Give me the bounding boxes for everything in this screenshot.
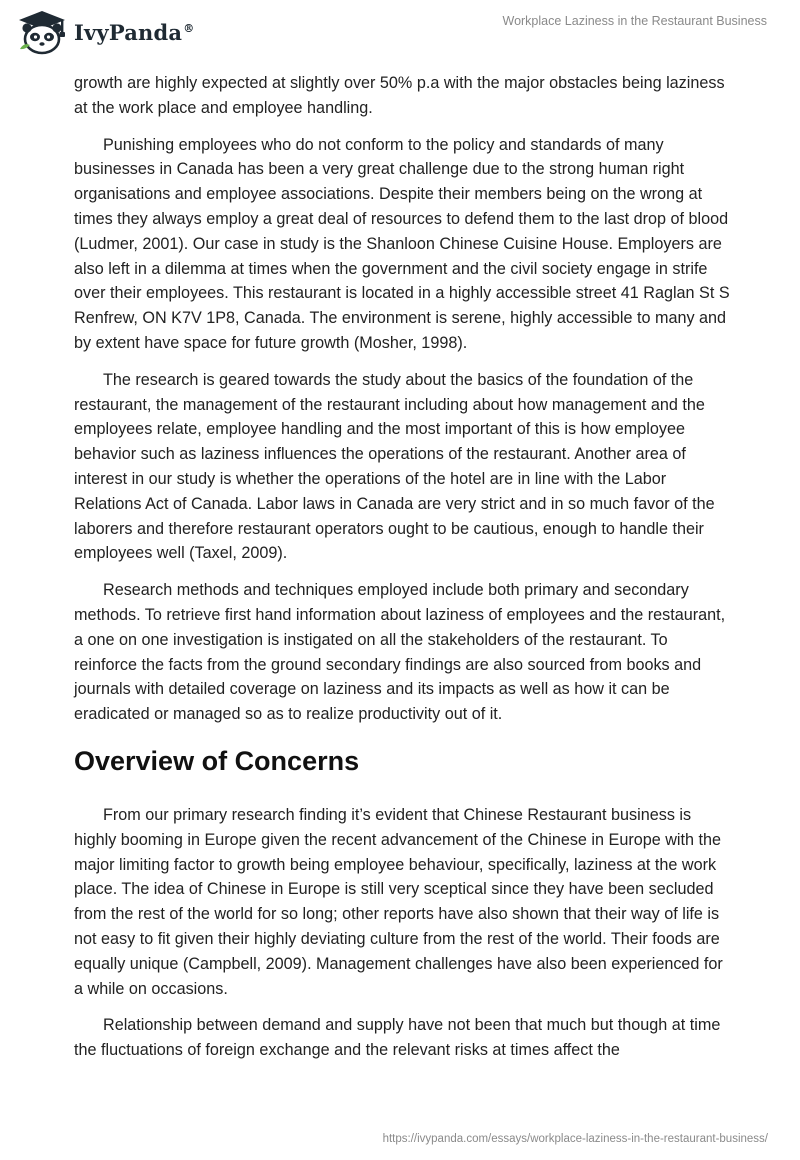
page-header xyxy=(0,0,800,66)
panda-logo-icon xyxy=(16,9,68,55)
paragraph-demand-supply: Relationship between demand and supply have not been that much but though at time the fluctuations of foreign exchange and the relevant risks at times affect the xyxy=(74,1016,721,1060)
paragraph-research-methods: Research methods and techniques employed include both primary and secondary methods. To retrieve first hand information about laziness of employees and the restaurant, a one on one investigation is instigated on all the stakeholders of the restaurant. To reinforce the facts from the ground secondary findings are also sourced from books and journals with detailed coverage on laziness and its impacts as well as how it can be eradicated or managed so as to realize productivity out of it. xyxy=(74,581,726,724)
brand-name: IvyPanda® xyxy=(74,19,195,45)
paragraph-punishing-employees: Punishing employees who do not conform to the policy and standards of many businesses in Canada has been a very great challenge due to the strong human right organisations and employee associations. Despite their members being on the wrong at times they always employ a great deal of resources to defend them to the last drop of blood (Ludmer, 2001). Our case in study is the Shanloon Chinese Cuisine House. Employers are also left in a dilemma at times when the government and the civil society engage in strife over their employees. This restaurant is located in a highly accessible street 41 Raglan St S Renfrew, ON K7V 1P8, Canada. The environment is serene, highly accessible to many and by extent have space for future growth (Mosher, 1998). xyxy=(74,135,730,352)
paragraph-continuation: growth are highly expected at slightly over 50% p.a with the major obstacles being laziness at the work place and employee handling. xyxy=(74,74,725,117)
section-heading: Overview of Concerns xyxy=(74,745,360,776)
brand-logo[interactable] xyxy=(16,9,194,55)
paragraph-research-focus: The research is geared towards the study about the basics of the foundation of the restaurant, the management of the restaurant including about how management and the employees relate, employee handling and the most important of this is how employee behavior such as laziness influences the operations of the restaurant. Another area of interest in our study is whether the operations of the hotel are in line with the Labor Relations Act of Canada. Labor laws in Canada are very strict and in so much favor of the laborers and therefore restaurant operators ought to be cautious, enough to handle their employees well (Taxel, 2009). xyxy=(74,370,715,563)
footer-url[interactable]: https://ivypanda.com/essays/workplace-laziness-in-the-restaurant-business/ xyxy=(382,1133,768,1145)
essay-body xyxy=(74,71,734,1075)
paragraph-primary-findings: From our primary research finding it’s evident that Chinese Restaurant business is highly booming in Europe given the recent advancement of the Chinese in Europe with the major limiting factor to growth being employee behaviour, specifically, laziness at the work place. The idea of Chinese in Europe is still very sceptical since they have been secluded from the rest of the world for so long; other reports have also shown that their way of life is not easy to fit given their highly deviating culture from the rest of the world. Their foods are equally unique (Campbell, 2009). Management challenges have also been experienced for a while on occasions. xyxy=(74,805,723,998)
document-title: Workplace Laziness in the Restaurant Business xyxy=(502,14,767,28)
